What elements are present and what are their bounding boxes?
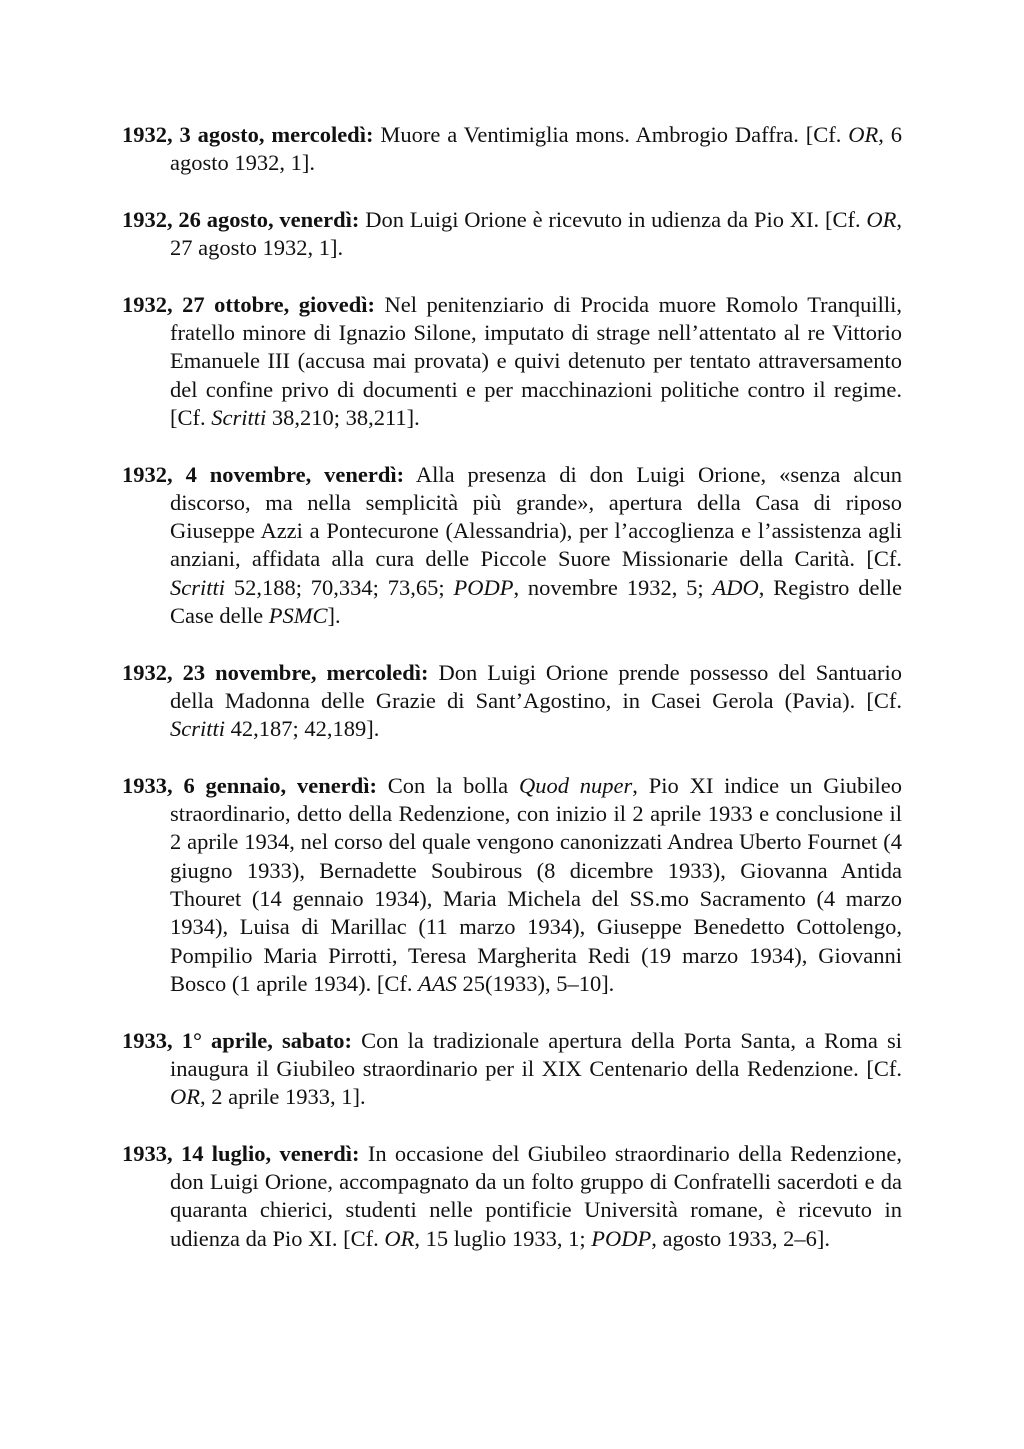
entry-date-heading: 1933, 14 luglio, venerdì: — [122, 1140, 360, 1166]
entry-text: , 6 agosto 1932, 1]. — [170, 122, 903, 176]
entry-italic-text: Scritti — [211, 404, 267, 430]
entry-text: , Pio XI indice un Giubileo straordinario, detto della Redenzione, con inizio il 2 aprile 1933 e conclusione il 2 aprile 1934, nel corso del quale vengono canonizzati Andrea Uberto Fournet (4 giugno 1933), Bernadette Soubirous (8 dicembre 1933), Giovanna Antida Thouret (14 gennaio 1934), Maria Michela del SS.mo Sacramento (4 marzo 1934), Luisa di Marillac (11 marzo 1934), Giuseppe Benedetto Cottolengo, Pompilio Maria Pirrotti, Teresa Margherita Redi (19 marzo 1934), Giovanni Bosco (1 aprile 1934). [Cf. — [170, 772, 902, 996]
chronology-entry — [122, 1140, 902, 1253]
entry-italic-text: Scritti — [170, 716, 225, 742]
chronology-entry — [122, 206, 902, 263]
entry-italic-text: PODP — [591, 1225, 652, 1251]
chronology-entry — [122, 121, 902, 178]
entry-text: 38,210; 38,211]. — [266, 404, 420, 430]
entry-italic-text: OR — [848, 122, 879, 147]
entry-text: Don Luigi Orione è ricevuto in udienza da Pio XI. [Cf. — [359, 206, 867, 232]
entry-text: Alla presenza di don Luigi Orione, «senza alcun discorso, ma nella semplicità più grande», apertura della Casa di riposo Giuseppe Azzi a Pontecurone (Alessandria), per l’accoglienza e l’assistenza agli anziani, affidata alla cura delle Piccole Suore Missionarie della Carità. [Cf. — [170, 461, 902, 572]
entry-italic-text: OR — [384, 1225, 415, 1251]
entry-date-heading: 1932, 26 agosto, venerdì: — [122, 206, 360, 232]
chronology-entry — [122, 461, 902, 631]
entry-text: , agosto 1933, 2–6]. — [651, 1225, 830, 1251]
entry-text: , Registro delle Case delle — [170, 574, 902, 629]
entry-text: , 2 aprile 1933, 1]. — [200, 1084, 366, 1110]
entry-italic-text: Quod nuper — [518, 772, 633, 798]
chronology-entry — [122, 659, 902, 744]
entry-text: In occasione del Giubileo straordinario della Redenzione, don Luigi Orione, accompagnato da un folto gruppo di Confratelli sacerdoti e da quaranta chierici, studenti nelle pontificie Università romane, è ricevuto in udienza da Pio XI. [Cf. — [170, 1140, 902, 1251]
entry-text: Muore a Ventimiglia mons. Ambrogio Daffra. [Cf. — [373, 122, 849, 147]
entry-text: , novembre 1932, 5; — [513, 574, 713, 600]
chronology-entry — [122, 1027, 902, 1112]
entry-italic-text: AAS — [418, 970, 457, 996]
entry-text: 52,188; 70,334; 73,65; — [225, 574, 454, 600]
entry-italic-text: ADO — [712, 574, 759, 600]
entry-date-heading: 1933, 1° aprile, sabato: — [122, 1027, 352, 1053]
entry-text: , 15 luglio 1933, 1; — [414, 1225, 592, 1251]
entry-text: 42,187; 42,189]. — [225, 716, 380, 742]
chronology-entry — [122, 291, 902, 432]
entry-date-heading: 1932, 23 novembre, mercoledì: — [122, 659, 429, 685]
entry-text: Con la bolla — [376, 772, 519, 798]
entry-text: Con la tradizionale apertura della Porta Santa, a Roma si inaugura il Giubileo straordinario per il XIX Centenario della Redenzione. [Cf. — [170, 1027, 902, 1081]
entry-text: Don Luigi Orione prende possesso del Santuario della Madonna delle Grazie di Sant’Agostino, in Casei Gerola (Pavia). [Cf. — [170, 659, 902, 713]
entry-date-heading: 1932, 27 ottobre, giovedì: — [122, 291, 376, 317]
entry-italic-text: Scritti — [170, 574, 225, 600]
document-page — [122, 121, 902, 1281]
chronology-entry — [122, 772, 902, 998]
entry-text: , 27 agosto 1932, 1]. — [170, 206, 902, 261]
entry-italic-text: OR — [170, 1084, 200, 1110]
entry-date-heading: 1932, 4 novembre, venerdì: — [122, 461, 405, 487]
entry-italic-text: PODP — [453, 574, 514, 600]
entry-date-heading: 1933, 6 gennaio, venerdì: — [122, 772, 377, 798]
entry-italic-text: OR — [866, 206, 897, 232]
entry-text: Nel penitenziario di Procida muore Romolo Tranquilli, fratello minore di Ignazio Silone, imputato di strage nell’attentato al re Vittorio Emanuele III (accusa mai provata) e quivi detenuto per tentato attraversamento del confine privo di documenti e per macchinazioni politiche contro il regime. [Cf. — [170, 291, 903, 430]
entry-italic-text: PSMC — [268, 603, 328, 629]
entry-text: ]. — [327, 603, 341, 629]
entry-text: 25(1933), 5–10]. — [456, 970, 615, 996]
entry-date-heading: 1932, 3 agosto, mercoledì: — [122, 122, 374, 147]
